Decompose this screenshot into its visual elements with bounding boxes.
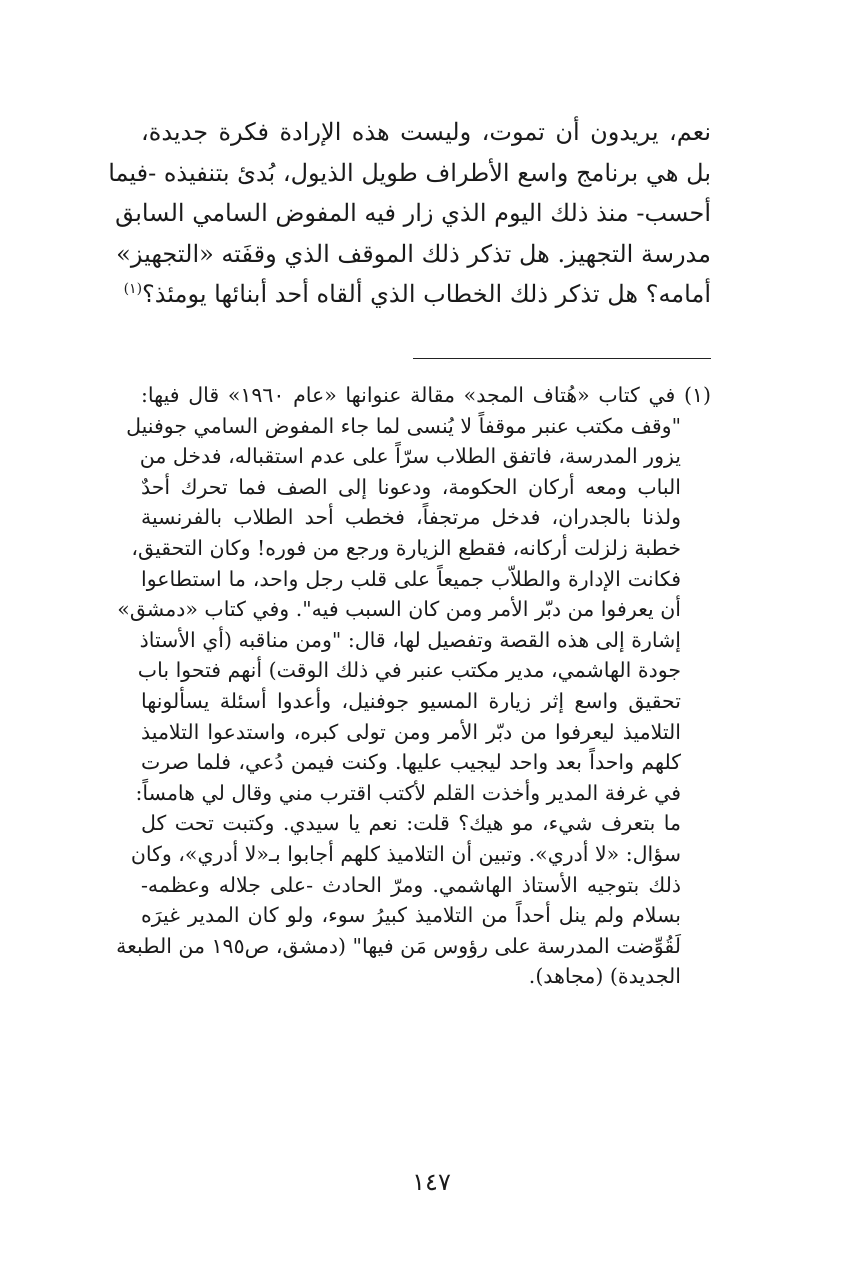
- footnote-line: (١) في كتاب «هُتاف المجد» مقالة عنوانها «عام ١٩٦٠» قال فيها:: [141, 383, 711, 407]
- footnote-line: سؤال: «لا أدري». وتبين أن التلاميذ كلهم أجابوا بـ«لا أدري»، وكان: [130, 841, 681, 866]
- body-line-text: أمامه؟ هل تذكر ذلك الخطاب الذي ألقاه أحد أبنائها يومئذ؟: [142, 280, 711, 308]
- footnote-line: بسلام ولم ينل أحداً من التلاميذ كبيرُ سوء، ولو كان المدير غيرَه: [141, 903, 681, 928]
- footnote-line: إشارة إلى هذه القصة وتفصيل لها، قال: "ومن مناقبه (أي الأستاذ: [139, 627, 681, 652]
- footnote-line: الباب ومعه أركان الحكومة، ودعونا إلى الصف فما تحرك أحدٌ: [141, 474, 681, 499]
- footnote-line: خطبة زلزلت أركانه، فقطع الزيارة ورجع من فوره! وكان التحقيق،: [131, 535, 681, 560]
- footnote-line: فكانت الإدارة والطلاّب جميعاً على قلب رجل واحد، ما استطاعوا: [141, 566, 681, 591]
- footnote-line: التلاميذ ليعرفوا من دبّر الأمر ومن تولى كبره، واستدعوا التلاميذ: [141, 719, 681, 744]
- body-line: مدرسة التجهيز. هل تذكر ذلك الموقف الذي وقفَته «التجهيز»: [116, 239, 711, 268]
- footnote-line: كلهم واحداً بعد واحد ليجيب عليها. وكنت فيمن دُعي، فلما صرت: [141, 750, 681, 775]
- footnote-line: جودة الهاشمي، مدير مكتب عنبر في ذلك الوقت) أنهم فتحوا باب: [137, 658, 681, 683]
- footnote-separator: [413, 358, 711, 359]
- footnote-line: الجديدة) (مجاهد).: [528, 964, 681, 989]
- footnote-reference[interactable]: (١): [123, 281, 143, 297]
- footnote-line: "وقف مكتب عنبر موقفاً لا يُنسى لما جاء المفوض السامي جوفنيل: [126, 413, 681, 438]
- footnote-line: ذلك بتوجيه الأستاذ الهاشمي. ومرّ الحادث -على جلاله وعظمه-: [141, 872, 681, 897]
- footnote-line: ولذنا بالجدران، فدخل مرتجفاً، فخطب أحد الطلاب بالفرنسية: [141, 505, 681, 530]
- body-line: نعم، يريدون أن تموت، وليست هذه الإرادة فكرة جديدة،: [141, 118, 711, 146]
- main-paragraph: [108, 112, 711, 315]
- footnote-line: ما بتعرف شيء، مو هيك؟ قلت: نعم يا سيدي. وكتبت تحت كل: [141, 811, 681, 836]
- body-line: [123, 274, 711, 315]
- body-line: أحسب- منذ ذلك اليوم الذي زار فيه المفوض السامي السابق: [115, 199, 711, 227]
- footnote: [116, 380, 711, 992]
- page-number: ١٤٧: [412, 1168, 451, 1196]
- footnote-line: يزور المدرسة، فاتفق الطلاب سرّاً على عدم استقباله، فدخل من: [139, 444, 681, 469]
- footnote-line: في غرفة المدير وأخذت القلم لأكتب اقترب مني وقال لي هامساً:: [135, 780, 681, 805]
- body-line: بل هي برنامج واسع الأطراف طويل الذيول، بُدئ بتنفيذه -فيما: [108, 158, 711, 187]
- footnote-line: تحقيق واسع إثر زيارة المسيو جوفنيل، وأعدوا أسئلة يسألونها: [141, 688, 681, 713]
- footnote-line: لَقُوِّضت المدرسة على رؤوس مَن فيها" (دمشق، ص١٩٥ من الطبعة: [116, 933, 681, 958]
- footnote-line: أن يعرفوا من دبّر الأمر ومن كان السبب فيه". وفي كتاب «دمشق»: [117, 597, 681, 622]
